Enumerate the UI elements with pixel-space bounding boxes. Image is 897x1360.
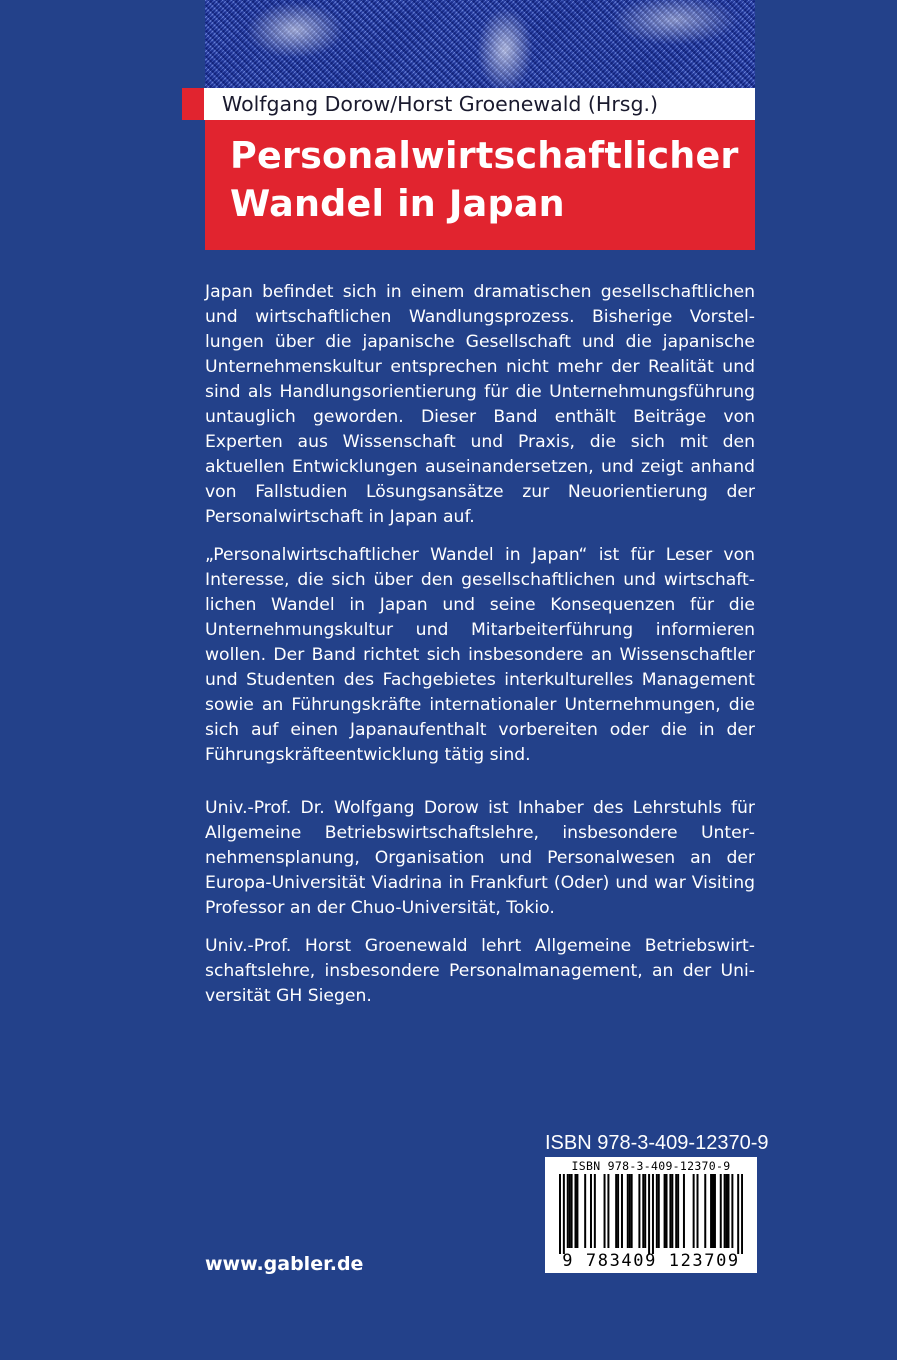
barcode-bar — [714, 1174, 716, 1248]
barcode-bar — [731, 1174, 733, 1248]
barcode-bar — [656, 1174, 658, 1248]
description-paragraph-2: „Personalwirtschaftlicher Wandel in Japan“ ist für Leser von Interesse, die sich über den gesellschaftlichen und wirtschaftlichen Wandel in Japan und seine Konsequenzen für die Unternehmungskultur und Mitarbeiterführung informieren wollen. Der Band richtet sich insbesondere an Wissenschaftler und Studenten des Fachgebietes interkulturelles Management sowie an Führungskräfte internationaler Unternehmungen, die sich auf einen Japanaufenthalt vorbereiten oder die in der Führungskräfteentwicklung tätig sind. — [205, 545, 755, 765]
barcode-bar — [567, 1174, 569, 1248]
barcode-bar — [604, 1174, 606, 1248]
barcode-bar — [648, 1174, 650, 1254]
barcode-bar — [590, 1174, 592, 1248]
barcode-bar — [563, 1174, 565, 1254]
cover-photo-strip — [205, 0, 755, 88]
book-title-line2: Wandel in Japan — [230, 182, 565, 225]
barcode — [545, 1157, 757, 1273]
barcode-digits: 9 783409 123709 — [562, 1251, 740, 1271]
author-band — [182, 88, 755, 120]
barcode-bar — [629, 1174, 631, 1248]
barcode-bar — [576, 1174, 578, 1248]
barcode-bar — [737, 1174, 739, 1254]
barcode-bar — [594, 1174, 596, 1248]
barcode-bar — [712, 1174, 714, 1248]
barcode-bar — [631, 1174, 633, 1248]
barcode-bar — [615, 1174, 617, 1248]
barcode-bar — [669, 1174, 671, 1248]
barcode-bar — [683, 1174, 685, 1248]
description-paragraph-1: Japan befindet sich in einem dramatischen gesellschaftlichen und wirtschaftlichen Wandlungsprozess. Bisherige Vorstellungen über die japanische Gesellschaft und die japanische Unternehmenskultur entsprechen nicht mehr der Realität und sind als Handlungsorientierung für die Unternehmungsführung untauglich geworden. Dieser Band enthält Beiträge von Experten aus Wissenschaft und Praxis, die sich mit den aktuellen Entwicklungen auseinandersetzen, und zeigt anhand von Fallstudien Lösungsansätze zur Neuorientierung der Personalwirtschaft in Japan auf. — [205, 282, 755, 527]
barcode-bar — [693, 1174, 695, 1248]
barcode-bar — [571, 1174, 573, 1248]
barcode-bar — [658, 1174, 660, 1248]
barcode-bar — [569, 1174, 571, 1248]
barcode-bar — [724, 1174, 726, 1248]
back-cover-text — [205, 280, 755, 1009]
barcode-bar — [644, 1174, 646, 1248]
book-title-line1: Personalwirtschaftlicher — [230, 134, 739, 177]
barcode-bar — [574, 1174, 576, 1248]
author-bio-groenewald: Univ.-Prof. Horst Groenewald lehrt Allgemeine Betriebswirtschaftslehre, insbesondere Personalmanagement, an der Universität GH Siegen. — [205, 936, 755, 1006]
barcode-bar — [627, 1174, 629, 1248]
barcode-bar — [697, 1174, 699, 1248]
barcode-bar — [617, 1174, 619, 1248]
author-bio-dorow: Univ.-Prof. Dr. Wolfgang Dorow ist Inhaber des Lehrstuhls für Allgemeine Betriebswirtschaftslehre, insbesondere Unternehmensplanung, Organisation und Personalwesen an der Europa-Universität Viadrina in Frankfurt (Oder) und war Visiting Professor an der Chuo-Universität, Tokio. — [205, 798, 755, 918]
publisher-website: www.gabler.de — [205, 1253, 364, 1275]
barcode-bar — [607, 1174, 609, 1248]
authors-line: Wolfgang Dorow/Horst Groenewald (Hrsg.) — [222, 92, 658, 116]
barcode-bar — [664, 1174, 666, 1248]
barcode-isbn-text: ISBN 978-3-409-12370-9 — [571, 1159, 731, 1173]
title-block — [205, 120, 755, 250]
barcode-bar — [728, 1174, 730, 1248]
barcode-bar — [741, 1174, 743, 1254]
barcode-bar — [666, 1174, 668, 1248]
barcode-bar — [559, 1174, 561, 1254]
barcode-bar — [671, 1174, 673, 1248]
barcode-bar — [710, 1174, 712, 1248]
barcode-bar — [621, 1174, 623, 1248]
barcode-bar — [720, 1174, 722, 1248]
barcode-bar — [652, 1174, 654, 1254]
barcode-bar — [675, 1174, 677, 1248]
barcode-bar — [726, 1174, 728, 1248]
barcode-bar — [584, 1174, 586, 1248]
barcode-bar — [638, 1174, 640, 1248]
isbn-label: ISBN 978-3-409-12370-9 — [545, 1132, 769, 1154]
barcode-bar — [704, 1174, 706, 1248]
barcode-bar — [677, 1174, 679, 1248]
barcode-bar — [642, 1174, 644, 1248]
barcode-bars — [559, 1174, 743, 1254]
